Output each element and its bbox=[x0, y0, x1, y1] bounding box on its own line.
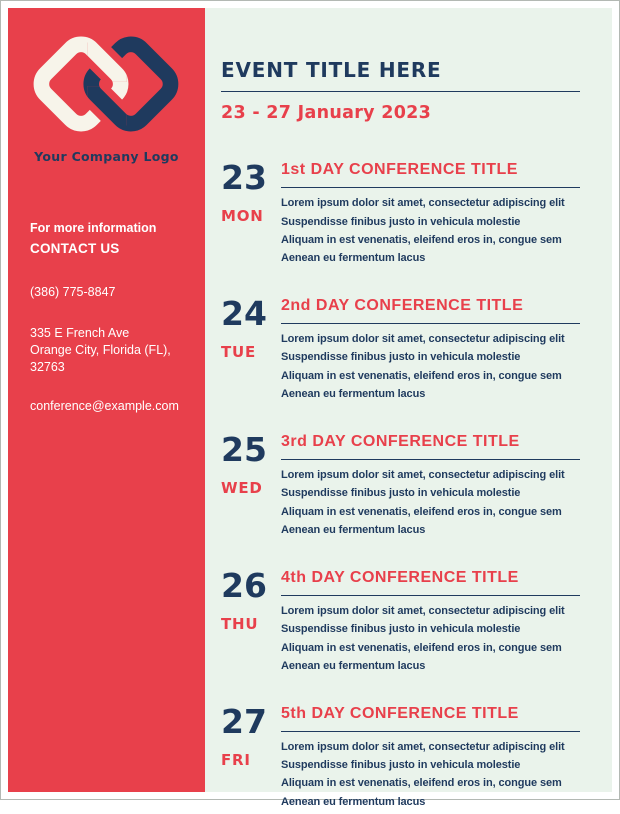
day-date-column bbox=[221, 565, 281, 678]
day-description-line: Aenean eu fermentum lacus bbox=[281, 659, 426, 672]
page bbox=[8, 8, 612, 808]
day-title: 3rd DAY CONFERENCE TITLE bbox=[281, 432, 520, 450]
day-description-line: Aliquam in est venenatis, eleifend eros in, congue sem bbox=[281, 777, 562, 790]
event-header bbox=[221, 58, 580, 123]
email-link[interactable]: conference@example.com bbox=[30, 398, 179, 413]
day-description-line: Lorem ipsum dolor sit amet, consectetur adipiscing elit bbox=[281, 333, 565, 346]
day-content bbox=[281, 161, 580, 270]
day-divider bbox=[281, 595, 580, 596]
day-number: 27 bbox=[221, 701, 267, 741]
day-weekday: TUE bbox=[221, 342, 257, 361]
day-content bbox=[281, 569, 580, 678]
day-number: 24 bbox=[221, 293, 267, 333]
day-weekday: FRI bbox=[221, 750, 251, 769]
day-date-column bbox=[221, 293, 281, 406]
day-entry bbox=[221, 158, 580, 270]
day-description-line: Suspendisse finibus justo in vehicula molestie bbox=[281, 623, 521, 636]
day-entry bbox=[221, 429, 580, 542]
day-description-line: Suspendisse finibus justo in vehicula molestie bbox=[281, 215, 521, 228]
day-title: 5th DAY CONFERENCE TITLE bbox=[281, 704, 519, 722]
phone-number: (386) 775-8847 bbox=[30, 285, 116, 300]
day-weekday: WED bbox=[221, 478, 263, 497]
day-weekday: MON bbox=[221, 207, 264, 225]
day-description-line: Lorem ipsum dolor sit amet, consectetur adipiscing elit bbox=[281, 469, 565, 482]
day-date-column bbox=[221, 701, 281, 814]
day-title: 2nd DAY CONFERENCE TITLE bbox=[281, 296, 524, 314]
company-logo-block bbox=[8, 30, 205, 164]
day-content bbox=[281, 705, 580, 814]
day-description-line: Lorem ipsum dolor sit amet, consectetur adipiscing elit bbox=[281, 605, 565, 618]
day-description-line: Aliquam in est venenatis, eleifend eros in, congue sem bbox=[281, 505, 562, 518]
day-divider bbox=[281, 459, 580, 460]
day-entry bbox=[221, 565, 580, 678]
sidebar bbox=[8, 8, 205, 792]
day-description-line: Suspendisse finibus justo in vehicula molestie bbox=[281, 487, 521, 500]
day-description-line: Aliquam in est venenatis, eleifend eros in, congue sem bbox=[281, 369, 562, 382]
address-line-2: Orange City, Florida (FL), 32763 bbox=[30, 342, 171, 374]
day-description-line: Aenean eu fermentum lacus bbox=[281, 387, 426, 400]
day-title: 4th DAY CONFERENCE TITLE bbox=[281, 568, 519, 586]
day-date-column bbox=[221, 429, 281, 542]
day-number: 25 bbox=[221, 429, 267, 469]
info-label: For more information bbox=[30, 221, 157, 235]
day-divider bbox=[281, 731, 580, 732]
day-entry bbox=[221, 701, 580, 814]
day-weekday: THU bbox=[221, 614, 259, 633]
day-entry bbox=[221, 293, 580, 406]
day-content bbox=[281, 297, 580, 406]
day-description-line: Lorem ipsum dolor sit amet, consectetur adipiscing elit bbox=[281, 197, 565, 210]
day-number: 26 bbox=[221, 565, 267, 605]
day-description-line: Aenean eu fermentum lacus bbox=[281, 795, 426, 808]
day-date-column bbox=[221, 158, 281, 270]
postal-address bbox=[30, 325, 183, 376]
day-divider bbox=[281, 187, 580, 188]
day-list bbox=[221, 158, 580, 814]
day-description-line: Aliquam in est venenatis, eleifend eros in, congue sem bbox=[281, 233, 562, 246]
day-title: 1st DAY CONFERENCE TITLE bbox=[281, 161, 518, 178]
day-description-line: Lorem ipsum dolor sit amet, consectetur adipiscing elit bbox=[281, 741, 565, 754]
contact-us-label: CONTACT US bbox=[30, 240, 120, 256]
contact-block bbox=[8, 220, 205, 414]
event-date-range: 23 - 27 January 2023 bbox=[221, 103, 432, 123]
day-description-line: Aenean eu fermentum lacus bbox=[281, 523, 426, 536]
interlocked-links-logo-icon bbox=[27, 30, 187, 138]
day-divider bbox=[281, 323, 580, 324]
day-description-line: Suspendisse finibus justo in vehicula molestie bbox=[281, 351, 521, 364]
day-description-line: Suspendisse finibus justo in vehicula molestie bbox=[281, 759, 521, 772]
address-line-1: 335 E French Ave bbox=[30, 325, 130, 340]
header-divider bbox=[221, 91, 580, 92]
day-description-line: Aenean eu fermentum lacus bbox=[281, 251, 426, 264]
logo-caption: Your Company Logo bbox=[34, 149, 179, 164]
schedule-area bbox=[205, 8, 612, 808]
day-number: 23 bbox=[221, 158, 267, 197]
day-description-line: Aliquam in est venenatis, eleifend eros in, congue sem bbox=[281, 641, 562, 654]
day-content bbox=[281, 433, 580, 542]
event-title: EVENT TITLE HERE bbox=[221, 58, 442, 82]
